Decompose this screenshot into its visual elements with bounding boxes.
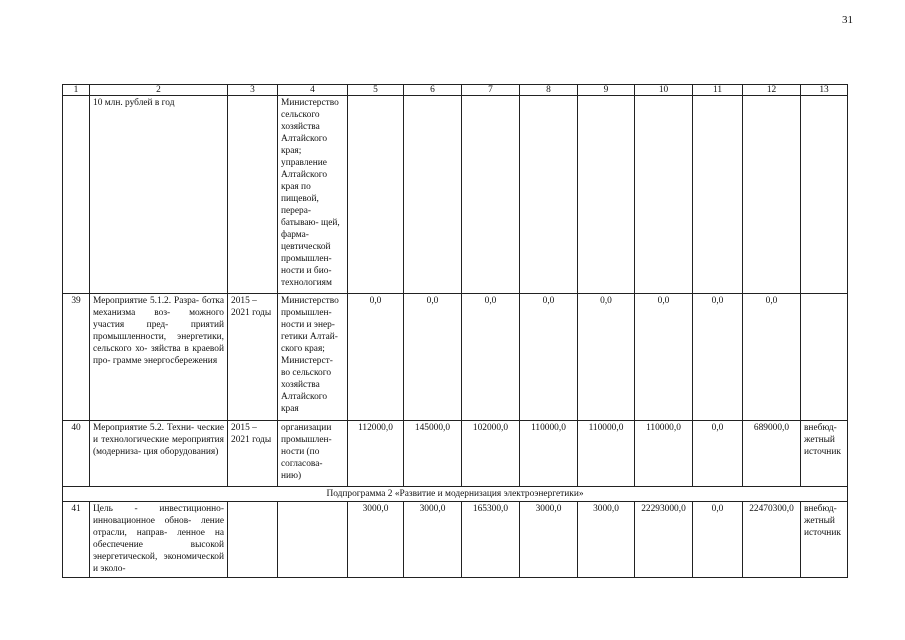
measure-name: Мероприятие 5.2. Техни- ческие и технологические мероприятия (модерниза- ция оборудования) (90, 421, 228, 487)
value-cell: 0,0 (520, 294, 578, 421)
table-row-39 (63, 294, 848, 421)
period: 2015 – 2021 годы (228, 421, 278, 487)
value-cell: 0,0 (693, 421, 743, 487)
value-cell: 112000,0 (348, 421, 404, 487)
value-cell: 3000,0 (348, 502, 404, 578)
executor: Министерство промышлен- ности и энер- гетики Алтай- ского края; Министерст- во сельского хозяйства Алтайского края (278, 294, 348, 421)
col-header: 3 (228, 85, 278, 96)
program-table (62, 84, 848, 578)
page-number: 31 (842, 14, 853, 26)
value-cell: 0,0 (693, 502, 743, 578)
value-cell: 22293000,0 (635, 502, 693, 578)
col-header: 1 (63, 85, 90, 96)
value-cell: 102000,0 (462, 421, 520, 487)
col-header: 6 (404, 85, 462, 96)
value-cell: 3000,0 (404, 502, 462, 578)
value-cell: 0,0 (348, 294, 404, 421)
value-cell: 0,0 (693, 294, 743, 421)
header-row (63, 85, 848, 96)
period (228, 502, 278, 578)
value-cell: 110000,0 (635, 421, 693, 487)
col-header: 12 (743, 85, 801, 96)
executor: Министерство сельского хозяйства Алтайского края; управление Алтайского края по пищевой, перера- батываю- щей, фарма- цевтической промышлен- ности и био- технологиям (278, 96, 348, 294)
col-header: 7 (462, 85, 520, 96)
funding-source: внебюд- жетный источник (801, 421, 848, 487)
value-cell: 3000,0 (578, 502, 635, 578)
executor (278, 502, 348, 578)
col-header: 4 (278, 85, 348, 96)
table-row-41 (63, 502, 848, 578)
value-cell: 689000,0 (743, 421, 801, 487)
value-cell: 3000,0 (520, 502, 578, 578)
period: 2015 – 2021 годы (228, 294, 278, 421)
measure-name: Цель - инвестиционно- инновационное обнов- ление отрасли, направ- ленное на обеспечение высокой энергетической, экономической и эколо- (90, 502, 228, 578)
subprogram-title: Подпрограмма 2 «Развитие и модернизация электроэнергетики» (63, 487, 848, 502)
col-header: 13 (801, 85, 848, 96)
value-cell: 145000,0 (404, 421, 462, 487)
col-header: 9 (578, 85, 635, 96)
col-header: 5 (348, 85, 404, 96)
subprogram-row (63, 487, 848, 502)
value-cell: 0,0 (743, 294, 801, 421)
value-cell: 0,0 (404, 294, 462, 421)
row-number: 40 (63, 421, 90, 487)
value-cell: 0,0 (635, 294, 693, 421)
row-number: 41 (63, 502, 90, 578)
value-cell: 0,0 (578, 294, 635, 421)
measure-name: Мероприятие 5.1.2. Разра- ботка механизма воз- можного участия пред- приятий промышленности, энергетики, сельского хо- зяйства в краевой про- грамме энергосбережения (90, 294, 228, 421)
table-row-continuation (63, 96, 848, 294)
funding-source (801, 294, 848, 421)
value-cell: 165300,0 (462, 502, 520, 578)
value-cell: 110000,0 (520, 421, 578, 487)
funding-source: внебюд- жетный источник (801, 502, 848, 578)
executor: организации промышлен- ности (по согласова- нию) (278, 421, 348, 487)
col-header: 10 (635, 85, 693, 96)
value-cell: 0,0 (462, 294, 520, 421)
row-number: 39 (63, 294, 90, 421)
col-header: 2 (90, 85, 228, 96)
col-header: 8 (520, 85, 578, 96)
col-header: 11 (693, 85, 743, 96)
value-cell: 110000,0 (578, 421, 635, 487)
value-cell: 22470300,0 (743, 502, 801, 578)
measure-name: 10 млн. рублей в год (90, 96, 228, 294)
table-row-40 (63, 421, 848, 487)
